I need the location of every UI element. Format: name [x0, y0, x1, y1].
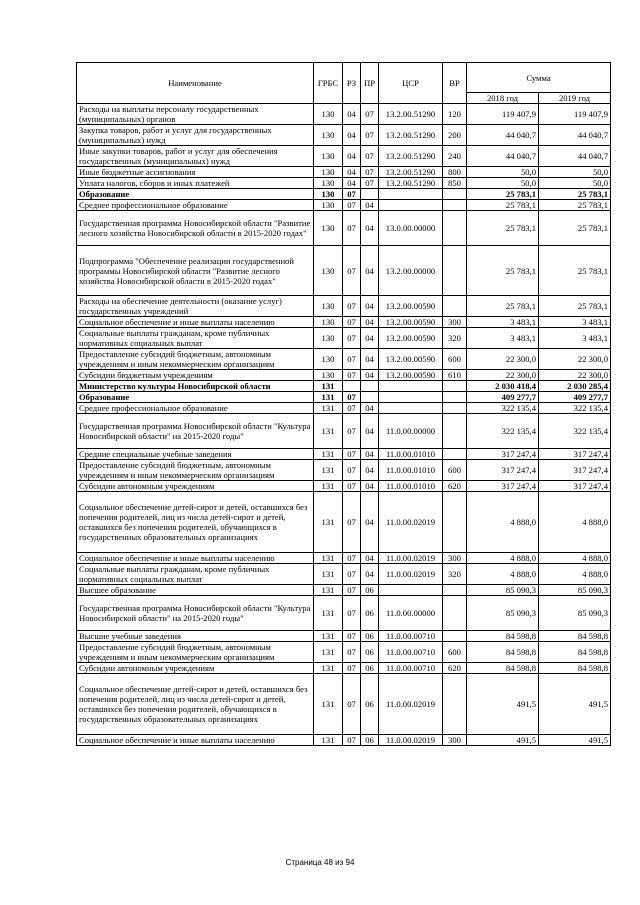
- cell-sum-2019: 409 277,7: [539, 392, 611, 403]
- budget-table: [76, 62, 611, 746]
- cell-sum-2018: 4 888,0: [467, 564, 539, 585]
- cell-vr: [443, 211, 467, 246]
- cell-name: Социальные выплаты гражданам, кроме публичных нормативных социальных выплат: [77, 564, 314, 585]
- cell-vr: 610: [443, 370, 467, 381]
- cell-grbs: 130: [314, 328, 343, 349]
- cell-vr: [443, 246, 467, 296]
- cell-rz: 07: [343, 449, 361, 460]
- cell-csr: 11.0.00.01010: [379, 460, 443, 481]
- cell-sum-2018: 85 090,3: [467, 596, 539, 631]
- cell-rz: 04: [343, 167, 361, 178]
- cell-csr: 13.2.00.51290: [379, 104, 443, 125]
- cell-csr: 13.2.00.00590: [379, 317, 443, 328]
- cell-sum-2019: 25 783,1: [539, 296, 611, 317]
- cell-rz: 07: [343, 460, 361, 481]
- cell-csr: 11.0.00.00710: [379, 631, 443, 642]
- cell-name: Закупка товаров, работ и услуг для государственных (муниципальных) нужд: [77, 125, 314, 146]
- table-row: [77, 392, 611, 403]
- cell-grbs: 130: [314, 317, 343, 328]
- cell-rz: 07: [343, 317, 361, 328]
- cell-pr: 06: [361, 642, 379, 663]
- cell-csr: 11.0.00.02019: [379, 674, 443, 735]
- cell-rz: 07: [343, 553, 361, 564]
- cell-rz: 07: [343, 403, 361, 414]
- cell-vr: 800: [443, 167, 467, 178]
- table-row: [77, 460, 611, 481]
- cell-sum-2019: 2 030 285,4: [539, 381, 611, 392]
- cell-name: Предоставление субсидий бюджетным, автономным учреждениям и иным некоммерческим организациям: [77, 642, 314, 663]
- table-row: [77, 349, 611, 370]
- cell-sum-2019: 322 135,4: [539, 403, 611, 414]
- table-row: [77, 631, 611, 642]
- table-row: [77, 211, 611, 246]
- cell-sum-2018: 119 407,9: [467, 104, 539, 125]
- cell-rz: 04: [343, 125, 361, 146]
- cell-grbs: 130: [314, 200, 343, 211]
- cell-pr: 04: [361, 492, 379, 553]
- cell-sum-2019: 50,0: [539, 167, 611, 178]
- cell-vr: 120: [443, 104, 467, 125]
- cell-name: Государственная программа Новосибирской области "Развитие лесного хозяйства Новосибирской области в 2015-2020 годах": [77, 211, 314, 246]
- cell-sum-2018: 322 135,4: [467, 414, 539, 449]
- cell-csr: 11.0.00.01010: [379, 481, 443, 492]
- cell-sum-2019: 491,5: [539, 674, 611, 735]
- table-row: [77, 596, 611, 631]
- cell-grbs: 131: [314, 403, 343, 414]
- table-row: [77, 381, 611, 392]
- cell-csr: 13.2.00.51290: [379, 125, 443, 146]
- cell-pr: 04: [361, 328, 379, 349]
- cell-pr: 06: [361, 735, 379, 746]
- cell-rz: 07: [343, 481, 361, 492]
- cell-pr: 07: [361, 125, 379, 146]
- cell-rz: 04: [343, 146, 361, 167]
- cell-rz: 07: [343, 735, 361, 746]
- cell-vr: [443, 189, 467, 200]
- cell-csr: [379, 403, 443, 414]
- cell-rz: 07: [343, 246, 361, 296]
- cell-csr: 13.2.00.51290: [379, 178, 443, 189]
- cell-pr: 07: [361, 146, 379, 167]
- cell-rz: 07: [343, 328, 361, 349]
- cell-rz: 07: [343, 492, 361, 553]
- cell-rz: 07: [343, 642, 361, 663]
- cell-csr: [379, 189, 443, 200]
- cell-sum-2019: 22 300,0: [539, 370, 611, 381]
- cell-sum-2018: 84 598,8: [467, 642, 539, 663]
- cell-vr: 240: [443, 146, 467, 167]
- cell-pr: 04: [361, 403, 379, 414]
- cell-rz: 04: [343, 178, 361, 189]
- cell-name: Предоставление субсидий бюджетным, автономным учреждениям и иным некоммерческим организациям: [77, 460, 314, 481]
- header-year-2019: 2019 год: [539, 93, 611, 104]
- cell-sum-2018: 22 300,0: [467, 370, 539, 381]
- cell-pr: [361, 189, 379, 200]
- cell-sum-2019: 317 247,4: [539, 449, 611, 460]
- cell-grbs: 131: [314, 585, 343, 596]
- cell-sum-2019: 3 483,1: [539, 317, 611, 328]
- cell-sum-2018: 44 040,7: [467, 125, 539, 146]
- cell-vr: [443, 585, 467, 596]
- cell-name: Социальное обеспечение детей-сирот и детей, оставшихся без попечения родителей, лиц из числа детей-сирот и детей, оставшихся без попечения родителей, обучающихся в государственных образовательных организациях: [77, 674, 314, 735]
- cell-rz: 07: [343, 596, 361, 631]
- cell-pr: 04: [361, 370, 379, 381]
- cell-grbs: 130: [314, 178, 343, 189]
- cell-name: Социальное обеспечение и иные выплаты населению: [77, 735, 314, 746]
- cell-rz: 07: [343, 631, 361, 642]
- cell-pr: 04: [361, 246, 379, 296]
- cell-pr: 04: [361, 553, 379, 564]
- cell-name: Уплата налогов, сборов и иных платежей: [77, 178, 314, 189]
- cell-sum-2019: 44 040,7: [539, 125, 611, 146]
- cell-rz: [343, 381, 361, 392]
- cell-pr: 04: [361, 200, 379, 211]
- table-row: [77, 674, 611, 735]
- cell-sum-2018: 3 483,1: [467, 328, 539, 349]
- header-sum: Сумма: [467, 63, 611, 93]
- cell-sum-2019: 44 040,7: [539, 146, 611, 167]
- cell-pr: [361, 381, 379, 392]
- cell-sum-2019: 85 090,3: [539, 585, 611, 596]
- cell-name: Иные бюджетные ассигнования: [77, 167, 314, 178]
- cell-grbs: 130: [314, 211, 343, 246]
- cell-csr: 13.2.00.00000: [379, 246, 443, 296]
- cell-vr: 620: [443, 663, 467, 674]
- cell-pr: 06: [361, 585, 379, 596]
- cell-sum-2018: 50,0: [467, 167, 539, 178]
- cell-name: Расходы на обеспечение деятельности (оказание услуг) государственных учреждений: [77, 296, 314, 317]
- cell-sum-2019: 4 888,0: [539, 492, 611, 553]
- cell-csr: 11.0.00.02019: [379, 553, 443, 564]
- cell-csr: 11.0.00.00000: [379, 414, 443, 449]
- cell-sum-2019: 25 783,1: [539, 189, 611, 200]
- cell-sum-2018: 25 783,1: [467, 296, 539, 317]
- cell-sum-2018: 50,0: [467, 178, 539, 189]
- cell-name: Субсидии бюджетным учреждениям: [77, 370, 314, 381]
- cell-csr: 11.0.00.02019: [379, 492, 443, 553]
- cell-grbs: 131: [314, 460, 343, 481]
- table-row: [77, 317, 611, 328]
- cell-pr: 06: [361, 663, 379, 674]
- cell-vr: [443, 392, 467, 403]
- table-row: [77, 492, 611, 553]
- cell-vr: 320: [443, 328, 467, 349]
- cell-name: Высшие учебные заведения: [77, 631, 314, 642]
- table-row: [77, 564, 611, 585]
- cell-vr: [443, 674, 467, 735]
- cell-grbs: 131: [314, 735, 343, 746]
- table-row: [77, 553, 611, 564]
- budget-table-container: [76, 62, 610, 746]
- cell-rz: 07: [343, 564, 361, 585]
- cell-sum-2018: 322 135,4: [467, 403, 539, 414]
- cell-pr: 04: [361, 349, 379, 370]
- cell-name: Подпрограмма "Обеспечение реализации государственной программы Новосибирской области "Развитие лесного хозяйства Новосибирской области в 2015-2020 годах": [77, 246, 314, 296]
- cell-sum-2018: 491,5: [467, 674, 539, 735]
- table-row: [77, 414, 611, 449]
- cell-sum-2018: 317 247,4: [467, 481, 539, 492]
- cell-csr: 11.0.00.00710: [379, 642, 443, 663]
- table-row: [77, 167, 611, 178]
- cell-pr: 04: [361, 296, 379, 317]
- cell-vr: [443, 414, 467, 449]
- cell-sum-2018: 84 598,8: [467, 631, 539, 642]
- cell-sum-2018: 3 483,1: [467, 317, 539, 328]
- cell-csr: 13.2.00.00590: [379, 328, 443, 349]
- cell-grbs: 131: [314, 481, 343, 492]
- cell-vr: 300: [443, 317, 467, 328]
- cell-grbs: 131: [314, 449, 343, 460]
- cell-name: Социальные выплаты гражданам, кроме публичных нормативных социальных выплат: [77, 328, 314, 349]
- cell-csr: 11.0.00.00710: [379, 663, 443, 674]
- cell-name: Образование: [77, 189, 314, 200]
- cell-grbs: 130: [314, 125, 343, 146]
- cell-grbs: 131: [314, 414, 343, 449]
- table-row: [77, 735, 611, 746]
- cell-vr: [443, 449, 467, 460]
- cell-sum-2019: 25 783,1: [539, 200, 611, 211]
- cell-grbs: 130: [314, 349, 343, 370]
- header-csr: ЦСР: [379, 63, 443, 104]
- cell-vr: 850: [443, 178, 467, 189]
- cell-vr: [443, 296, 467, 317]
- cell-name: Расходы на выплаты персоналу государственных (муниципальных) органов: [77, 104, 314, 125]
- cell-grbs: 130: [314, 167, 343, 178]
- cell-name: Социальное обеспечение и иные выплаты населению: [77, 317, 314, 328]
- cell-vr: [443, 381, 467, 392]
- cell-sum-2019: 4 888,0: [539, 553, 611, 564]
- cell-name: Высшее образование: [77, 585, 314, 596]
- cell-sum-2018: 409 277,7: [467, 392, 539, 403]
- table-row: [77, 296, 611, 317]
- cell-name: Среднее профессиональное образование: [77, 200, 314, 211]
- cell-rz: 07: [343, 663, 361, 674]
- cell-sum-2019: 3 483,1: [539, 328, 611, 349]
- table-row: [77, 642, 611, 663]
- table-row: [77, 200, 611, 211]
- table-row: [77, 585, 611, 596]
- cell-vr: 300: [443, 735, 467, 746]
- cell-pr: 07: [361, 167, 379, 178]
- cell-sum-2019: 22 300,0: [539, 349, 611, 370]
- cell-name: Социальное обеспечение и иные выплаты населению: [77, 553, 314, 564]
- cell-vr: 620: [443, 481, 467, 492]
- page-number: Страница 48 из 94: [285, 858, 355, 867]
- cell-grbs: 130: [314, 146, 343, 167]
- cell-name: Государственная программа Новосибирской области "Культура Новосибирской области" на 2015-2020 годы": [77, 596, 314, 631]
- table-body: [77, 104, 611, 746]
- cell-vr: [443, 200, 467, 211]
- cell-sum-2018: 25 783,1: [467, 246, 539, 296]
- cell-sum-2019: 4 888,0: [539, 564, 611, 585]
- cell-vr: 600: [443, 642, 467, 663]
- cell-sum-2018: 317 247,4: [467, 449, 539, 460]
- cell-pr: 06: [361, 674, 379, 735]
- table-row: [77, 663, 611, 674]
- cell-vr: [443, 403, 467, 414]
- table-row: [77, 403, 611, 414]
- table-row: [77, 125, 611, 146]
- cell-sum-2018: 491,5: [467, 735, 539, 746]
- cell-csr: 11.0.00.01010: [379, 449, 443, 460]
- cell-sum-2019: 25 783,1: [539, 246, 611, 296]
- table-row: [77, 481, 611, 492]
- table-row: [77, 370, 611, 381]
- cell-csr: 13.2.00.51290: [379, 146, 443, 167]
- cell-rz: 07: [343, 211, 361, 246]
- cell-csr: [379, 381, 443, 392]
- cell-csr: [379, 392, 443, 403]
- header-vr: ВР: [443, 63, 467, 104]
- cell-grbs: 131: [314, 642, 343, 663]
- cell-sum-2018: 25 783,1: [467, 211, 539, 246]
- cell-pr: 04: [361, 449, 379, 460]
- cell-vr: [443, 596, 467, 631]
- table-row: [77, 328, 611, 349]
- cell-csr: 13.2.00.00590: [379, 370, 443, 381]
- cell-sum-2018: 2 030 418,4: [467, 381, 539, 392]
- cell-name: Средние специальные учебные заведения: [77, 449, 314, 460]
- cell-rz: 07: [343, 585, 361, 596]
- cell-pr: 04: [361, 460, 379, 481]
- table-row: [77, 104, 611, 125]
- cell-rz: 07: [343, 189, 361, 200]
- cell-sum-2018: 25 783,1: [467, 189, 539, 200]
- cell-rz: 07: [343, 392, 361, 403]
- cell-pr: 06: [361, 596, 379, 631]
- cell-vr: [443, 492, 467, 553]
- cell-pr: 04: [361, 211, 379, 246]
- cell-name: Социальное обеспечение детей-сирот и детей, оставшихся без попечения родителей, лиц из числа детей-сирот и детей, оставшихся без попечения родителей, обучающихся в государственных образовательных организациях: [77, 492, 314, 553]
- cell-name: Государственная программа Новосибирской области "Культура Новосибирской области" на 2015-2020 годы": [77, 414, 314, 449]
- cell-name: Среднее профессиональное образование: [77, 403, 314, 414]
- cell-rz: 07: [343, 674, 361, 735]
- cell-sum-2018: 4 888,0: [467, 492, 539, 553]
- cell-grbs: 130: [314, 189, 343, 200]
- cell-sum-2019: 84 598,8: [539, 631, 611, 642]
- cell-grbs: 131: [314, 674, 343, 735]
- cell-vr: 600: [443, 460, 467, 481]
- cell-name: Министерство культуры Новосибирской области: [77, 381, 314, 392]
- cell-sum-2018: 25 783,1: [467, 200, 539, 211]
- cell-name: Субсидии автономным учреждениям: [77, 481, 314, 492]
- table-row: [77, 449, 611, 460]
- cell-csr: 13.0.00.00000: [379, 211, 443, 246]
- cell-pr: 07: [361, 178, 379, 189]
- cell-csr: 11.0.00.02019: [379, 735, 443, 746]
- cell-rz: 07: [343, 200, 361, 211]
- cell-rz: 07: [343, 296, 361, 317]
- cell-sum-2019: 84 598,8: [539, 663, 611, 674]
- cell-pr: 04: [361, 564, 379, 585]
- cell-sum-2019: 119 407,9: [539, 104, 611, 125]
- cell-pr: 06: [361, 631, 379, 642]
- cell-rz: 07: [343, 414, 361, 449]
- cell-sum-2019: 25 783,1: [539, 211, 611, 246]
- cell-pr: 07: [361, 104, 379, 125]
- cell-sum-2019: 85 090,3: [539, 596, 611, 631]
- cell-csr: [379, 585, 443, 596]
- cell-vr: 600: [443, 349, 467, 370]
- cell-csr: 13.2.00.00590: [379, 349, 443, 370]
- cell-pr: 04: [361, 317, 379, 328]
- header-name: Наименование: [77, 63, 314, 104]
- table-row: [77, 189, 611, 200]
- cell-sum-2019: 322 135,4: [539, 414, 611, 449]
- cell-csr: 11.0.00.00000: [379, 596, 443, 631]
- cell-vr: [443, 631, 467, 642]
- cell-grbs: 130: [314, 104, 343, 125]
- cell-grbs: 130: [314, 296, 343, 317]
- cell-sum-2018: 44 040,7: [467, 146, 539, 167]
- cell-sum-2018: 4 888,0: [467, 553, 539, 564]
- cell-grbs: 131: [314, 553, 343, 564]
- cell-name: Субсидии автономным учреждениям: [77, 663, 314, 674]
- cell-name: Иные закупки товаров, работ и услуг для обеспечения государственных (муниципальных) нужд: [77, 146, 314, 167]
- cell-grbs: 131: [314, 631, 343, 642]
- cell-grbs: 131: [314, 564, 343, 585]
- cell-name: Образование: [77, 392, 314, 403]
- cell-sum-2019: 50,0: [539, 178, 611, 189]
- cell-vr: 200: [443, 125, 467, 146]
- cell-name: Предоставление субсидий бюджетным, автономным учреждениям и иным некоммерческим организациям: [77, 349, 314, 370]
- cell-grbs: 131: [314, 392, 343, 403]
- cell-pr: 04: [361, 414, 379, 449]
- cell-csr: [379, 200, 443, 211]
- cell-grbs: 131: [314, 492, 343, 553]
- header-grbs: ГРБС: [314, 63, 343, 104]
- table-row: [77, 246, 611, 296]
- cell-sum-2019: 317 247,4: [539, 481, 611, 492]
- cell-sum-2018: 84 598,8: [467, 663, 539, 674]
- header-rz: РЗ: [343, 63, 361, 104]
- cell-vr: 300: [443, 553, 467, 564]
- table-row: [77, 178, 611, 189]
- cell-grbs: 130: [314, 246, 343, 296]
- cell-sum-2019: 84 598,8: [539, 642, 611, 663]
- cell-csr: 13.2.00.51290: [379, 167, 443, 178]
- header-pr: ПР: [361, 63, 379, 104]
- cell-csr: 11.0.00.02019: [379, 564, 443, 585]
- cell-sum-2018: 22 300,0: [467, 349, 539, 370]
- cell-rz: 07: [343, 349, 361, 370]
- cell-grbs: 131: [314, 663, 343, 674]
- cell-pr: 04: [361, 481, 379, 492]
- cell-grbs: 130: [314, 370, 343, 381]
- cell-csr: 13.2.00.00590: [379, 296, 443, 317]
- table-row: [77, 146, 611, 167]
- cell-sum-2019: 317 247,4: [539, 460, 611, 481]
- cell-sum-2019: 491,5: [539, 735, 611, 746]
- cell-rz: 04: [343, 104, 361, 125]
- cell-grbs: 131: [314, 596, 343, 631]
- cell-pr: [361, 392, 379, 403]
- cell-grbs: 131: [314, 381, 343, 392]
- cell-vr: 320: [443, 564, 467, 585]
- header-year-2018: 2018 год: [467, 93, 539, 104]
- cell-sum-2018: 85 090,3: [467, 585, 539, 596]
- cell-sum-2018: 317 247,4: [467, 460, 539, 481]
- cell-rz: 07: [343, 370, 361, 381]
